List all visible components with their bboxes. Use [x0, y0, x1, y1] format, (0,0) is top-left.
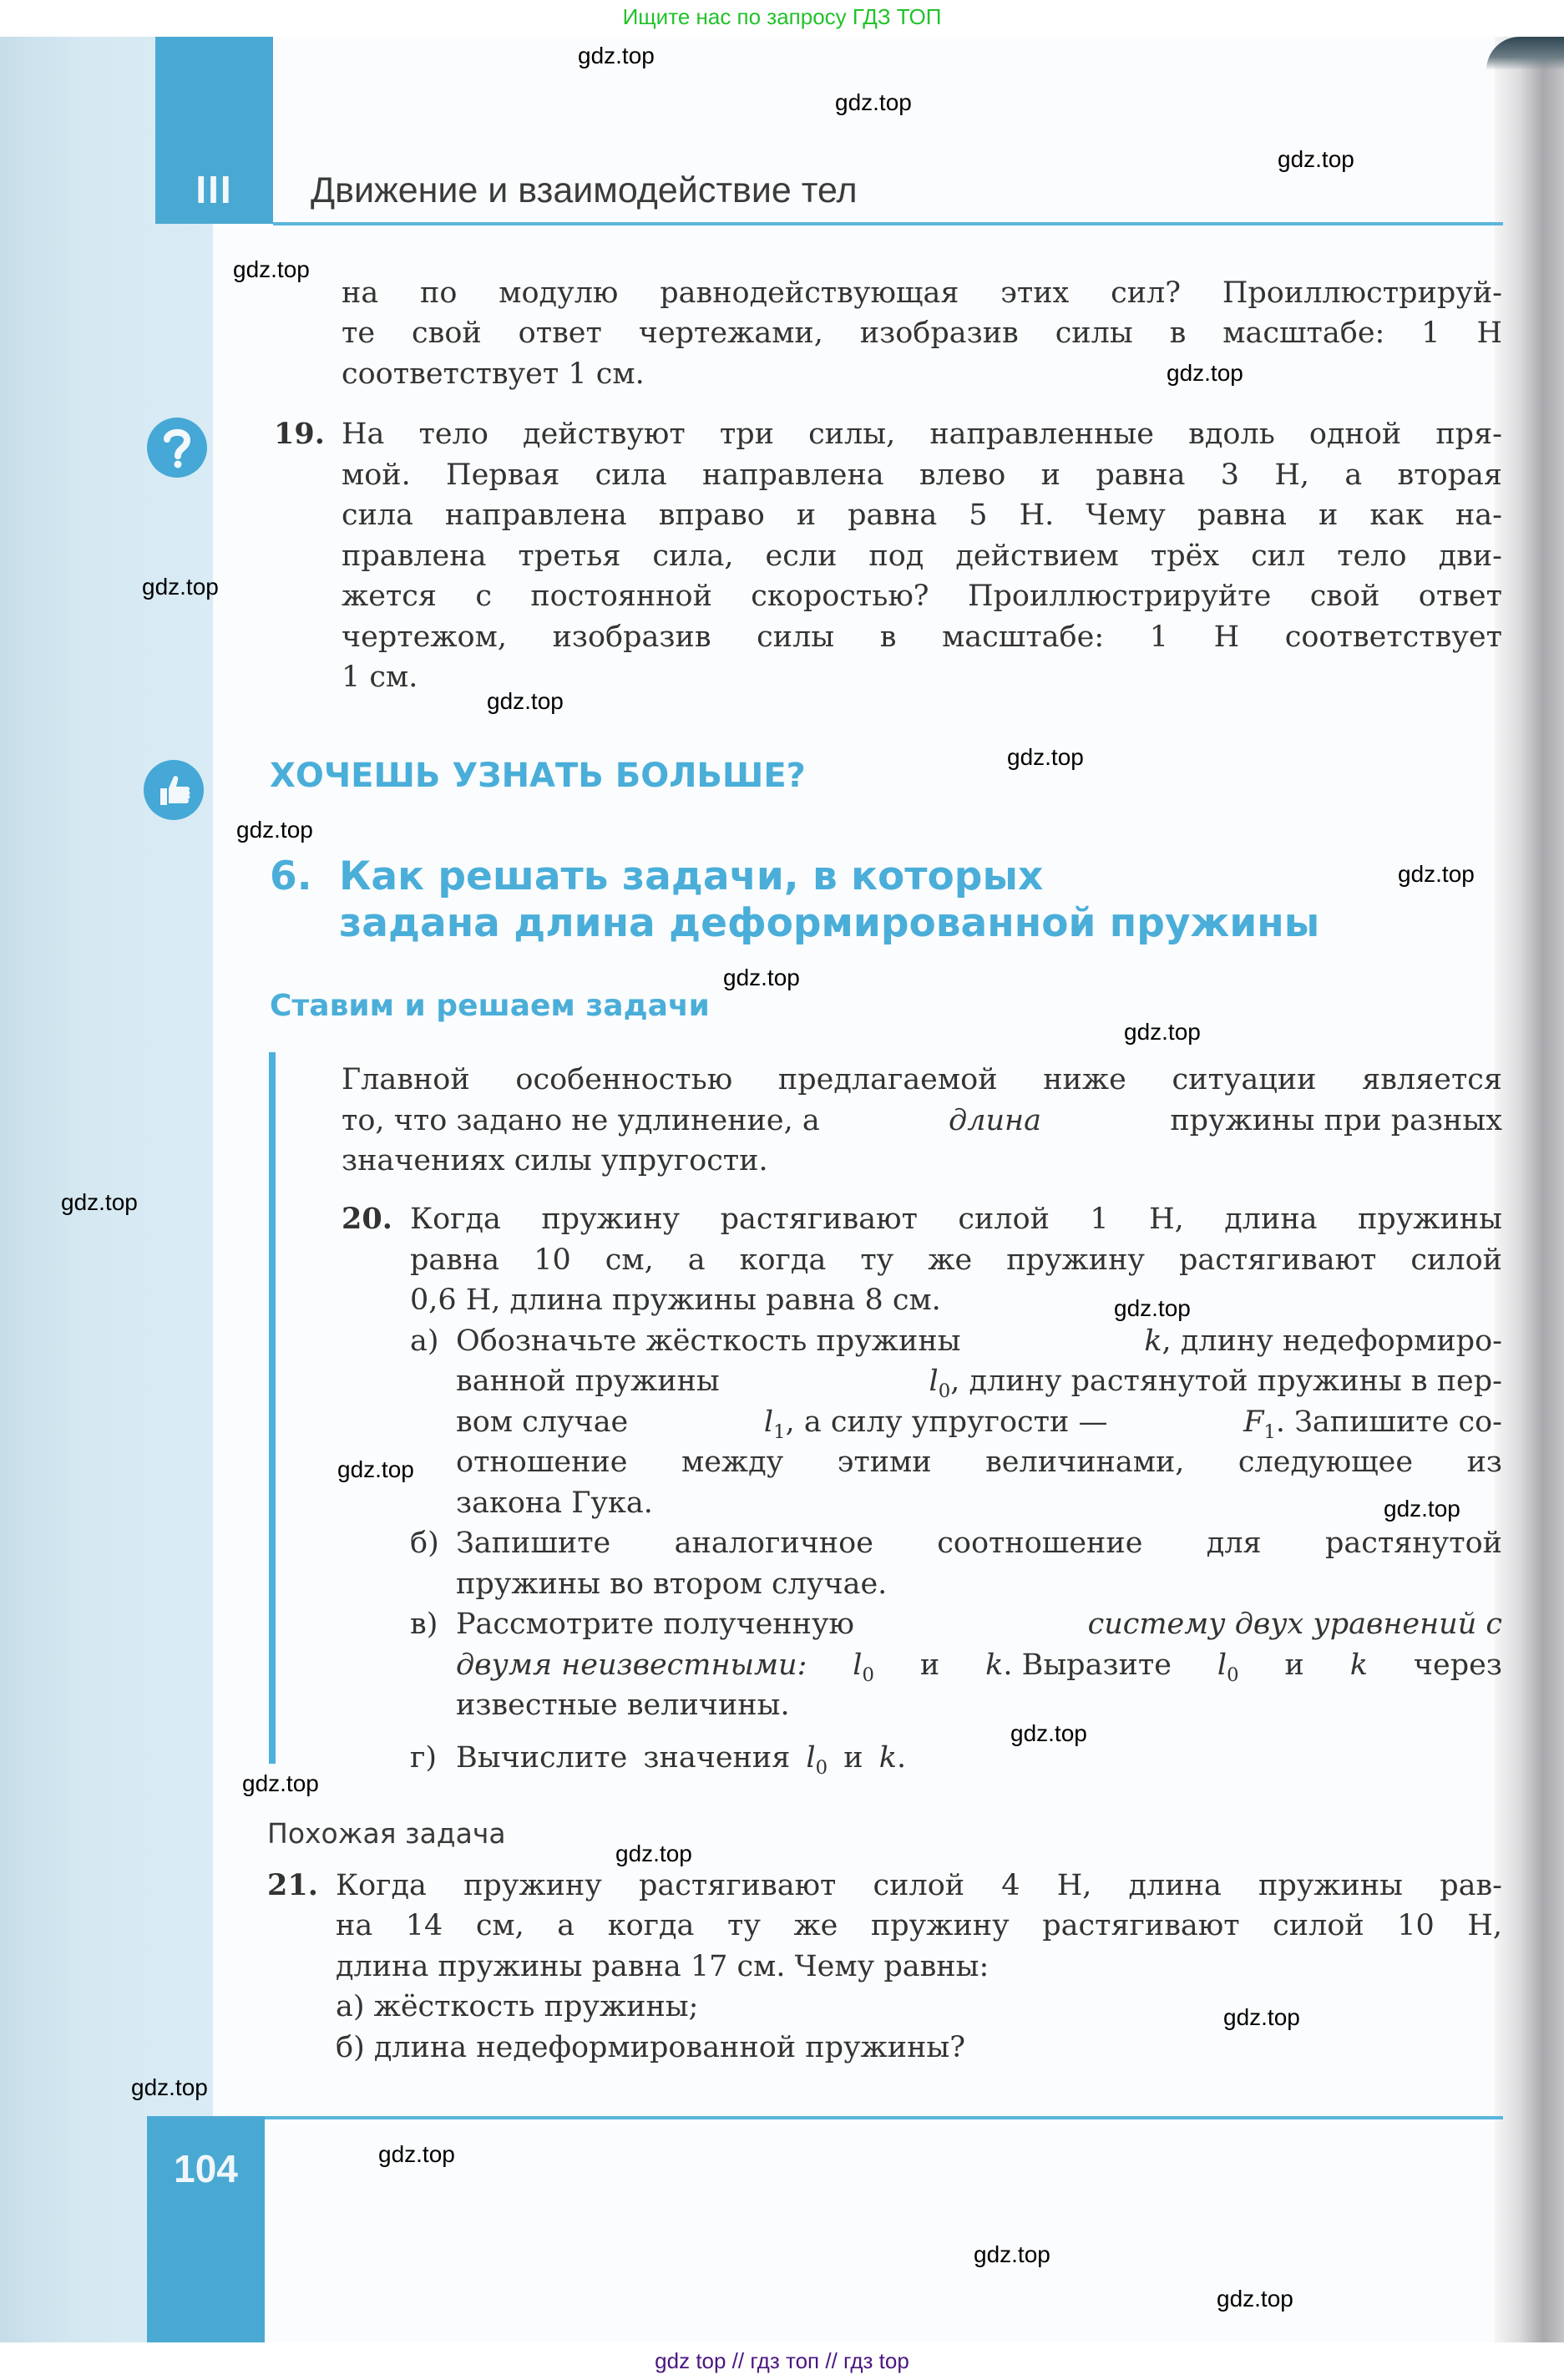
text-line — [456, 1604, 1502, 1645]
problem-number: 19. — [274, 417, 325, 451]
text-line — [342, 1101, 1502, 1142]
text-line: мой. Первая сила направлена влево и равна 3 Н, а вторая — [342, 458, 1502, 492]
subscript: 0 — [862, 1663, 874, 1686]
variable-l: l — [1217, 1648, 1227, 1682]
section-title-line2: задана длина деформированной пружины — [339, 900, 1320, 946]
text-line — [456, 1645, 1502, 1686]
text-line: Главной особенностью предлагаемой ниже ситуации является — [342, 1063, 1502, 1096]
textbook-page — [0, 37, 1564, 2342]
text-line — [456, 1321, 1502, 1362]
bottom-banner: gdz top // гдз топ // гдз top — [0, 2342, 1564, 2380]
text-line — [456, 1361, 1502, 1402]
watermark: gdz.top — [1223, 2004, 1300, 2030]
text-line: Когда пружину растягивают силой 4 Н, длина пружины рав- — [336, 1869, 1502, 1902]
text: Рассмотрите полученную — [456, 1608, 855, 1641]
text: , длину растянутой пружины в пер- — [950, 1365, 1502, 1398]
question-icon — [147, 418, 207, 478]
section-number: 6. — [270, 853, 312, 899]
text-line: Когда пружину растягивают силой 1 Н, длина пружины — [410, 1203, 1502, 1236]
similar-problem-label: Похожая задача — [267, 1817, 506, 1850]
text — [1217, 1645, 1239, 1686]
header-divider — [273, 222, 1503, 225]
subscript: 0 — [938, 1380, 951, 1402]
text-line: отношение между этими величинами, следующее из — [456, 1446, 1502, 1479]
text-line: соответствует 1 см. — [342, 357, 645, 391]
subscript: 0 — [815, 1756, 828, 1779]
text: , а силу упругости — — [785, 1405, 1108, 1439]
text: Вычислите значения — [456, 1741, 791, 1775]
item-label: в) — [410, 1608, 438, 1641]
watermark: gdz.top — [835, 89, 912, 115]
text: Обозначьте жёсткость пружины — [456, 1324, 961, 1358]
text — [929, 1361, 1502, 1402]
highlight-bar — [269, 1052, 276, 1764]
subscript: 1 — [1263, 1420, 1276, 1443]
watermark: gdz.top — [61, 1189, 138, 1215]
footer-divider — [265, 2116, 1503, 2119]
watermark: gdz.top — [242, 1770, 319, 1796]
watermark: gdz.top — [974, 2241, 1050, 2267]
watermark: gdz.top — [1167, 360, 1243, 386]
section-title-line1: Как решать задачи, в которых — [339, 853, 1044, 899]
text-line: сила направлена вправо и равна 5 Н. Чему равна и как на- — [342, 499, 1502, 532]
watermark: gdz.top — [1398, 861, 1475, 887]
text-line: пружины во втором случае. — [456, 1567, 888, 1601]
text-line: закона Гука. — [456, 1486, 653, 1520]
text — [853, 1645, 874, 1686]
book-gutter — [1495, 37, 1564, 2342]
text: . Запишите со- — [1275, 1405, 1502, 1439]
emphasis: длина — [949, 1104, 1041, 1137]
text: то, что задано не удлинение, а — [342, 1104, 820, 1137]
top-banner: Ищите нас по запросу ГДЗ ТОП — [0, 0, 1564, 37]
watermark: gdz.top — [615, 1841, 692, 1866]
text-line: те свой ответ чертежами, изобразив силы в масштабе: 1 Н — [342, 316, 1502, 350]
item-label: б) — [410, 1527, 439, 1560]
text — [1144, 1321, 1502, 1362]
text-line: на 14 см, а когда ту же пружину растягивают силой 10 Н, — [336, 1909, 1502, 1942]
page-number-tab — [147, 2116, 265, 2342]
variable-l: l — [929, 1365, 939, 1398]
text: и — [1284, 1648, 1304, 1682]
watermark: gdz.top — [578, 43, 655, 68]
text: пружины при разных — [1170, 1104, 1502, 1137]
variable-k: k — [985, 1648, 1004, 1682]
watermark: gdz.top — [378, 2141, 455, 2167]
subheading: Ставим и решаем задачи — [270, 989, 710, 1023]
problem-number: 20. — [342, 1202, 392, 1236]
item-label: а) — [410, 1324, 439, 1358]
text-line: правлена третья сила, если под действием трёх сил тело дви- — [342, 539, 1502, 573]
text-line: жется с постоянной скоростью? Проиллюстрируйте свой ответ — [342, 580, 1502, 613]
text: и — [919, 1648, 940, 1682]
watermark: gdz.top — [487, 688, 564, 714]
thumbs-up-icon — [144, 760, 204, 820]
chapter-tab — [155, 37, 273, 224]
chapter-number: III — [195, 168, 233, 211]
text-line: б) длина недеформированной пружины? — [336, 2031, 966, 2064]
page-number: 104 — [174, 2147, 238, 2190]
text-line: значениях силы упругости. — [342, 1144, 768, 1177]
text-line: 0,6 Н, длина пружины равна 8 см. — [410, 1284, 941, 1317]
watermark: gdz.top — [1217, 2286, 1293, 2312]
text: и — [843, 1741, 863, 1775]
text-line: длина пружины равна 17 см. Чему равны: — [336, 1950, 990, 1983]
text: . Выразите — [1003, 1648, 1172, 1682]
text: . — [896, 1741, 907, 1775]
text-line: известные величины. — [456, 1689, 790, 1722]
watermark: gdz.top — [1384, 1496, 1460, 1522]
watermark: gdz.top — [1114, 1295, 1191, 1321]
chapter-title: Движение и взаимодействие тел — [311, 170, 858, 210]
watermark: gdz.top — [1278, 146, 1354, 172]
emphasis: двумя неизвестными: — [456, 1648, 807, 1682]
watermark: gdz.top — [236, 817, 313, 843]
item-label: г) — [410, 1741, 437, 1775]
emphasis: систему двух уравнений с — [1087, 1608, 1502, 1641]
watermark: gdz.top — [337, 1456, 414, 1482]
text-line: 1 см. — [342, 661, 418, 694]
text-line: Запишите аналогичное соотношение для растянутой — [456, 1527, 1502, 1560]
watermark: gdz.top — [142, 574, 219, 600]
variable-F: F — [1243, 1405, 1264, 1439]
watermark: gdz.top — [1007, 744, 1084, 770]
variable-l: l — [806, 1741, 816, 1775]
more-section-title: ХОЧЕШЬ УЗНАТЬ БОЛЬШЕ? — [270, 757, 806, 795]
variable-k: k — [878, 1741, 897, 1775]
text: , длину недеформиро- — [1162, 1324, 1502, 1358]
variable-k: k — [1144, 1324, 1162, 1358]
subscript: 0 — [1227, 1663, 1239, 1686]
text — [985, 1645, 1172, 1686]
text-line: на по модулю равнодействующая этих сил? Проиллюстрируй- — [342, 276, 1502, 310]
text: ванной пружины — [456, 1365, 720, 1398]
variable-l: l — [763, 1405, 774, 1439]
text — [1243, 1402, 1502, 1443]
text: через — [1413, 1648, 1502, 1682]
variable-l: l — [853, 1648, 863, 1682]
text — [764, 1402, 1108, 1443]
watermark: gdz.top — [131, 2074, 208, 2100]
problem-number: 21. — [267, 1868, 318, 1902]
watermark: gdz.top — [1124, 1019, 1201, 1045]
text-line: На тело действуют три силы, направленные вдоль одной пря- — [342, 418, 1502, 451]
text-line — [456, 1738, 906, 1779]
watermark: gdz.top — [1010, 1720, 1087, 1746]
watermark: gdz.top — [233, 256, 310, 282]
subscript: 1 — [773, 1420, 786, 1443]
variable-k: k — [1349, 1648, 1368, 1682]
text-line: равна 10 см, а когда ту же пружину растягивают силой — [410, 1243, 1502, 1277]
text: вом случае — [456, 1405, 629, 1439]
text-line — [456, 1402, 1502, 1443]
text-line: чертежом, изобразив силы в масштабе: 1 Н соответствует — [342, 620, 1502, 654]
watermark: gdz.top — [723, 965, 800, 990]
text-line: а) жёсткость пружины; — [336, 1990, 699, 2023]
